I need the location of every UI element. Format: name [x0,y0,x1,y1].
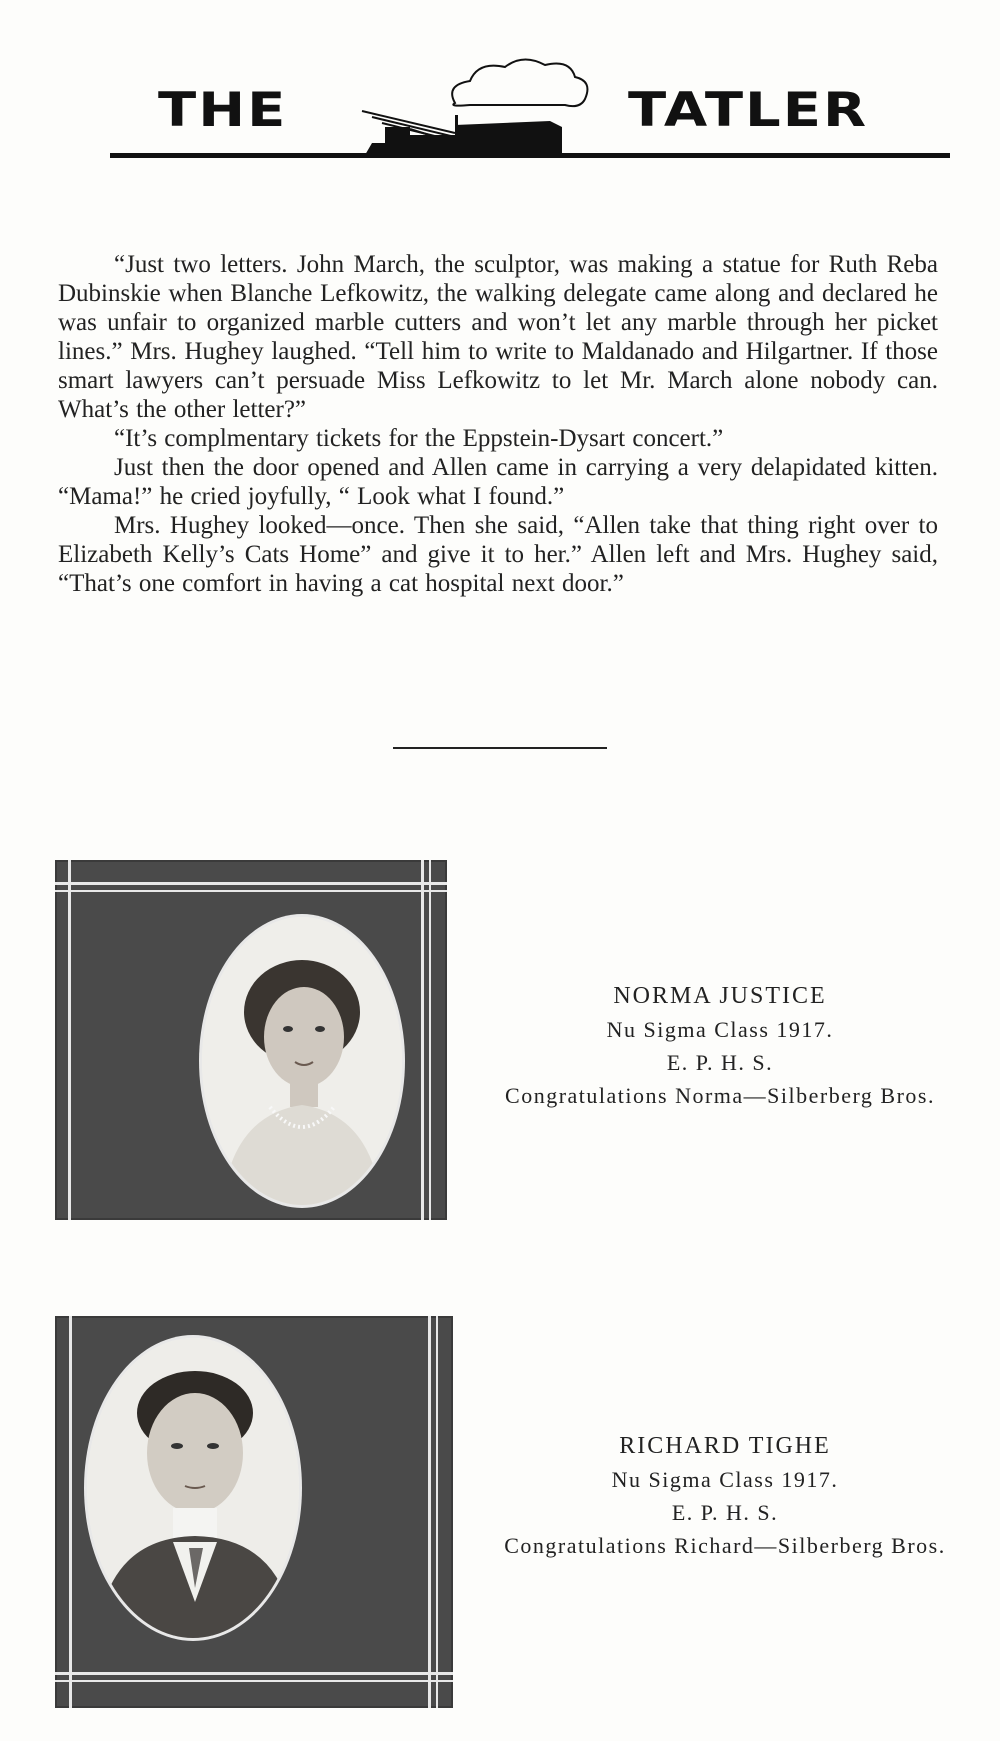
portrait-frame-richard [55,1316,453,1708]
man-portrait-icon [87,1338,299,1638]
portrait-photo-richard [87,1338,299,1638]
caption-norma [460,980,980,1112]
school-line: E. P. H. S. [666,1050,774,1075]
class-line: Nu Sigma Class 1917. [606,1017,834,1042]
portrait-photo-norma [202,917,402,1205]
portrait-frame-norma [55,860,447,1220]
class-line: Nu Sigma Class 1917. [611,1467,839,1492]
caption-richard [465,1430,985,1562]
masthead-title-right: TATLER [628,82,869,138]
article-body [58,250,938,598]
congrats-line: Congratulations Richard—Silberberg Bros. [504,1533,946,1558]
person-name: NORMA JUSTICE [613,983,827,1009]
school-line: E. P. H. S. [671,1500,779,1525]
masthead-title-left: THE [158,82,288,138]
article-paragraph: “Just two letters. John March, the sculptor, was making a statue for Ruth Reba Dubinskie when Blanche Lefkowitz, the walking delegate came along and declared he was unfair to organized marble cutters and won’t let any marble through her picket lines.” Mrs. Hughey laughed. “Tell him to write to Maldanado and Hilgartner. If those smart lawyers can’t persuade Miss Lefkowitz to let Mr. March alone nobody can. What’s the other letter?” [58,251,938,423]
article-paragraph: Mrs. Hughey looked—once. Then she said, “Allen take that thing right over to Elizabeth Kelly’s Cats Home” and give it to her.” Allen left and Mrs. Hughey said, “That’s one comfort in having a cat hospital next door.” [58,512,938,597]
article-paragraph: “It’s complmentary tickets for the Eppstein-Dysart concert.” [114,425,724,452]
congrats-line: Congratulations Norma—Silberberg Bros. [505,1083,935,1108]
person-name: RICHARD TIGHE [619,1433,831,1459]
article-paragraph: Just then the door opened and Allen came in carrying a very delapidated kitten. “Mama!” he cried joyfully, “ Look what I found.” [58,454,938,510]
woman-portrait-icon [202,917,402,1205]
masthead [110,55,950,165]
section-divider [393,747,607,749]
